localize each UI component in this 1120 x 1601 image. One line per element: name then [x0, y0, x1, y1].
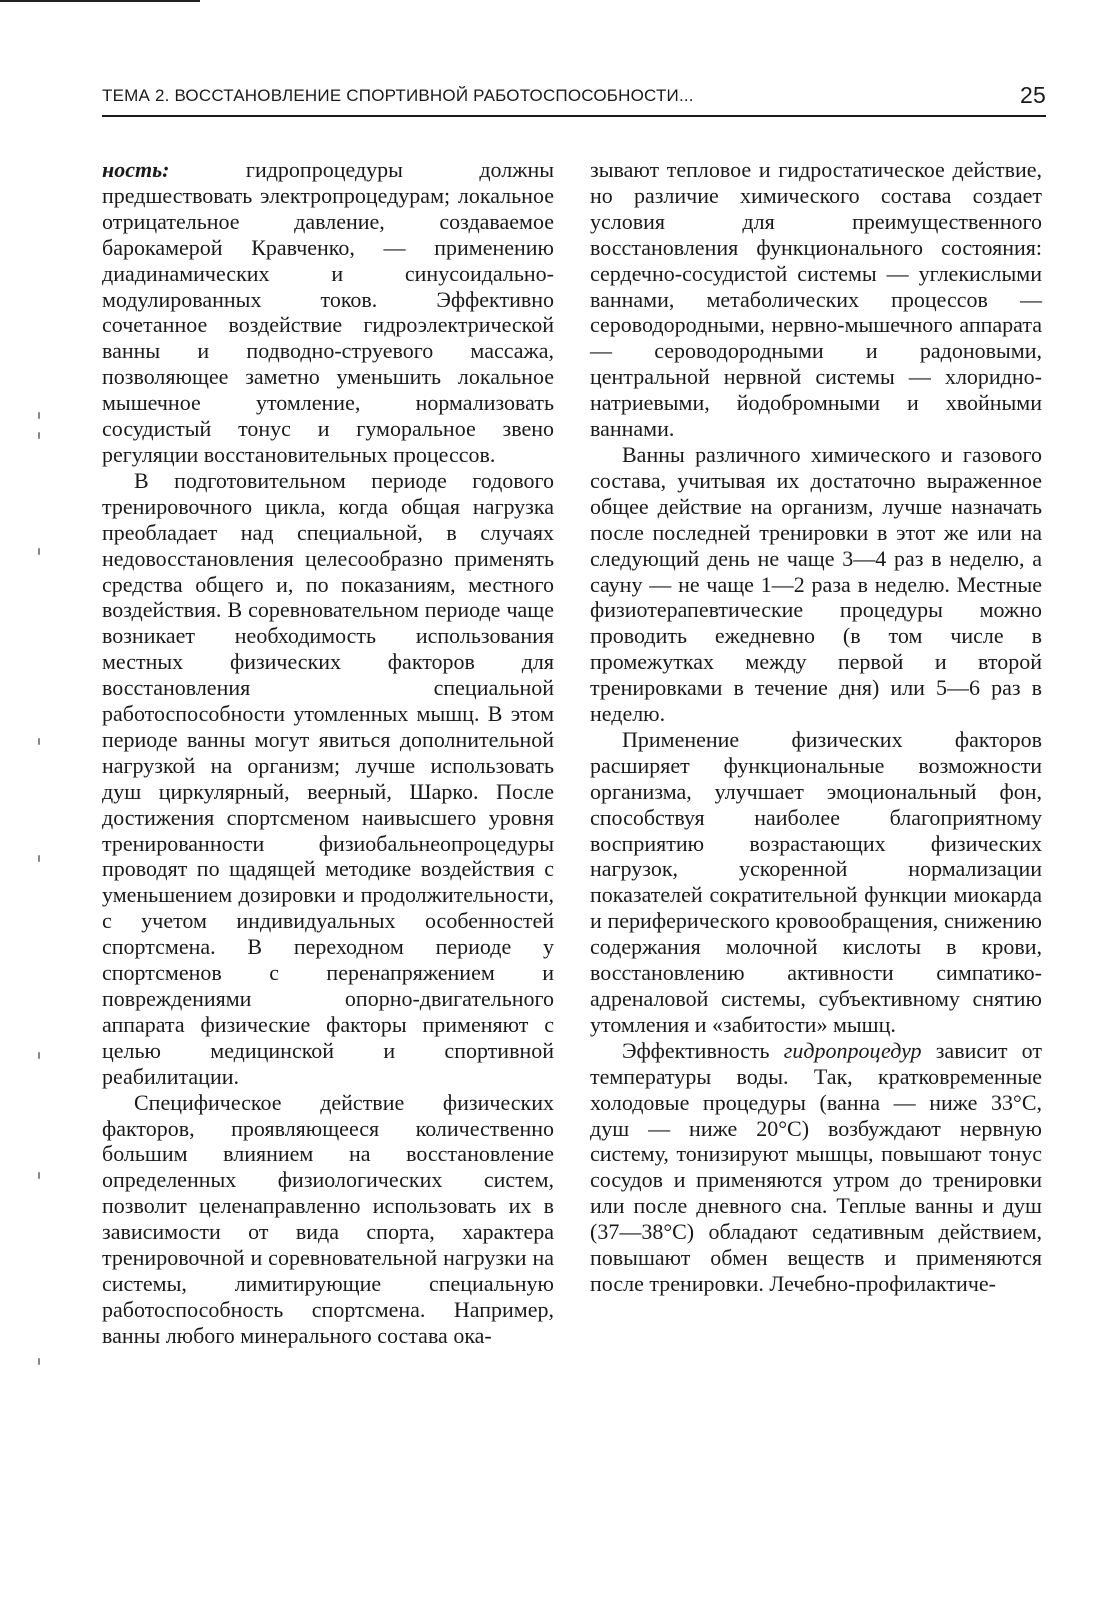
paragraph-text: зависит от температуры воды. Так, кратковременные холодовые процедуры (ванна — ниже 33°С, душ — ниже 20°С) возбуждают нервную систему, тонизируют мышцы, повышают тонус сосудов и применяются утром до тренировки или после дневного сна. Теплые ванны и душ (37—38°С) обладают седативным действием, повышают обмен веществ и применяются после тренировки. Лечебно-профилактиче- — [590, 1037, 1043, 1296]
paragraph-text: Эффективность — [622, 1037, 784, 1063]
right-column — [590, 157, 1042, 1297]
paragraph-text: гидропроцедуры должны предшествовать электропроцедурам; локальное отрицательное давление, создаваемое барокамерой Кравченко, — применению диадинамических и синусоидально-модулированных токов. Эффективно сочетанное воздействие гидроэлектрической ванны и подводно-струевого массажа, позволяющее заметно уменьшить локальное мышечное утомление, нормализовать сосудистый тонус и гуморальное звено регуляции восстановительных процессов. — [102, 157, 554, 467]
scan-edge-mark — [0, 0, 200, 2]
scan-speck — [38, 738, 40, 745]
scan-speck — [38, 1358, 40, 1365]
scan-speck — [38, 548, 40, 555]
running-header — [102, 82, 1046, 116]
running-title: ТЕМА 2. ВОССТАНОВЛЕНИЕ СПОРТИВНОЙ РАБОТОСПОСОБНОСТИ... — [102, 86, 694, 105]
lead-term: ность: — [102, 157, 170, 182]
paragraph — [590, 1038, 1042, 1297]
paragraph: Применение физических факторов расширяет функциональные возможности организма, улучшает эмоциональный фон, способствуя наиболее благоприятному восприятию возрастающих физических нагрузок, ускоренной нормализации показателей сократительной функции миокарда и периферического кровообращения, снижению содержания молочной кислоты в крови, восстановлению активности симпатико-адреналовой системы, субъективному снятию утомления и «забитости» мышц. — [590, 726, 1042, 1037]
paragraph: Специфическое действие физических факторов, проявляющееся количественно большим влиянием на восстановление определенных физиологических систем, позволит целенаправленно использовать их в зависимости от вида спорта, характера тренировочной и соревновательной нагрузки на системы, лимитирующие специальную работоспособность спортсмена. Например, ванны любого минерального состава ока- — [102, 1089, 554, 1348]
left-column — [102, 157, 554, 1349]
scan-speck — [38, 1172, 40, 1179]
page-number: 25 — [1020, 82, 1046, 108]
paragraph — [102, 157, 554, 468]
italic-term: гидропроцедур — [783, 1037, 922, 1063]
header-rule — [102, 115, 1046, 117]
scan-speck — [38, 432, 40, 439]
paragraph: В подготовительном периоде годового тренировочного цикла, когда общая нагрузка преобладает над специальной, в случаях недовосстановления целесообразно применять средства общего и, по показаниям, местного воздействия. В соревновательном периоде чаще возникает необходимость использования местных физических факторов для восстановления специальной работоспособности утомленных мышц. В этом периоде ванны могут явиться дополнительной нагрузкой на организм; лучше использовать душ циркулярный, веерный, Шарко. После достижения спортсменом наивысшего уровня тренированности физиобальнеопроцедуры проводят по щадящей методике воздействия с уменьшением дозировки и продолжительности, с учетом индивидуальных особенностей спортсмена. В переходном периоде у спортсменов с перенапряжением и повреждениями опорно-двигательного аппарата физические факторы применяют с целью медицинской и спортивной реабилитации. — [102, 467, 554, 1089]
paragraph: Ванны различного химического и газового состава, учитывая их достаточно выраженное общее действие на организм, лучше назначать после последней тренировки в этот же или на следующий день не чаще 3—4 раз в неделю, а сауну — не чаще 1—2 раза в неделю. Местные физиотерапевтические процедуры можно проводить ежедневно (в том числе в промежутках между первой и второй тренировками в течение дня) или 5—6 раз в неделю. — [590, 441, 1042, 727]
scan-speck — [38, 1052, 40, 1059]
scan-speck — [38, 855, 40, 862]
scan-speck — [38, 412, 40, 419]
paragraph: зывают тепловое и гидростатическое действие, но различие химического состава создает условия для преимущественного восстановления функционального состояния: сердечно-сосудистой системы — углекислыми ваннами, метаболических процессов — сероводородными, нервно-мышечного аппарата — сероводородными и радоновыми, центральной нервной системы — хлоридно-натриевыми, йодобромными и хвойными ваннами. — [590, 157, 1042, 442]
